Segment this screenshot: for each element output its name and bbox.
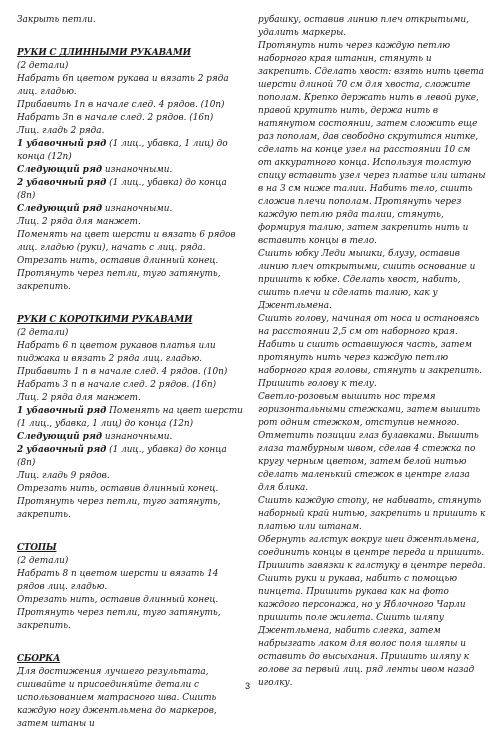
instruction-text: Лиц. 2 ряда для манжет. (17, 393, 141, 403)
instruction-text: Сшить руки и рукава, набить с помощью пинцета. Пришить рукава как на фото каждого персонажа, но у Яблочного Чарли пришить поле жилета. Сшить шляпу Джентльмена, набить слегка, затем набрызгать лаком для волос поля шляпы и оставить до высыхания. Пришить шляпу к голове за первый лиц. ряд ленты ивом назад иголку. (258, 574, 475, 688)
row-text: (1 лиц., убавка) до конца (8п) (17, 445, 227, 468)
instruction-text: Набрать 3п в начале след. 2 рядов. (16п) (17, 113, 214, 123)
section-heading-short-sleeves: РУКИ С КОРОТКИМИ РУКАВАМИ (17, 315, 193, 325)
instruction-row (17, 138, 245, 164)
instruction-text: Для достижения лучшего результата, сшивайте и присоединяйте детали с использованием матрасного шва. Сшить каждую ногу джентльмена до маркеров, затем штаны и (17, 667, 217, 729)
row-label: 1 убавочный ряд (17, 406, 107, 416)
instruction-text: Прибавить 1 п в начале след. 4 рядов. (10п) (17, 367, 228, 377)
instruction-text: Отметить позиции глаз булавками. Вышить глаза тамбурным швом, сделав 4 стежка по кругу черным цветом, затем белой нитью сделать маленький стежок в центре глаза для блика. (258, 431, 479, 493)
row-label: 2 убавочный ряд (17, 445, 107, 455)
instruction-text: Лиц. гладь 9 рядов. (17, 471, 110, 481)
instruction-text: Сшить голову, начиная от носа и остановясь на расстоянии 2,5 см от наборного края. Набить и сшить оставшуюся часть, затем протянуть нить через каждую петлю наборного края головы, стянуть и закрепить. Пришить голову к телу. (258, 314, 482, 389)
section-heading-feet: СТОПЫ (17, 543, 57, 553)
instruction-text: Сшить каждую стопу, не набивать, стянуть наборный край нитью, закрепить и пришить к платью или штанам. (258, 496, 486, 532)
instruction-text: Сшить юбку Леди мышки, блузу, оставив линию плеч открытыми, сшить основание и пришить к юбке. Сделать хвост, набить, сшить плечи и сделать талию, как у Джентльмена. (258, 249, 476, 311)
instruction-text: Отрезать нить, оставив длинный конец. Протянуть через петли, туго затянуть, закрепить. (17, 595, 221, 631)
instruction-text: Набрать 8 п цветом шерсти и вязать 14 рядов лиц. гладью. (17, 569, 219, 592)
row-label: Следующий ряд (17, 204, 103, 214)
section-heading-assembly: СБОРКА (17, 654, 61, 664)
instruction-row (17, 164, 245, 177)
row-text: Поменять на цвет шерсти (1 лиц., убавка, 1 лиц) до конца (12п) (17, 406, 243, 429)
instruction-text: Обернуть галстук вокруг шеи джентльмена, соединить концы в центре переда и пришить. Пришить завязки к галстуку в центре переда. (258, 535, 486, 571)
left-column (17, 14, 245, 731)
intro-text: Закрыть петли. (17, 15, 96, 25)
section-subtitle: (2 детали) (17, 61, 69, 71)
instruction-text: Набрать 6п цветом рукава и вязать 2 ряда лиц. гладью. (17, 74, 229, 97)
instruction-text: Отрезать нить, оставив длинный конец. Протянуть через петли, туго затянуть, закрепить. (17, 256, 221, 292)
instruction-text: Отрезать нить, оставив длинный конец. Протянуть через петли, туго затянуть, закрепить. (17, 484, 221, 520)
instruction-row (17, 405, 245, 431)
row-label: Следующий ряд (17, 432, 103, 442)
section-subtitle: (2 детали) (17, 556, 69, 566)
instruction-row (17, 177, 245, 203)
row-text: изнаночными. (102, 204, 173, 214)
row-label: 2 убавочный ряд (17, 178, 107, 188)
instruction-text: Поменять на цвет шерсти и вязать 6 рядов лиц. гладью (руки), начать с лиц. ряда. (17, 230, 236, 253)
instruction-row (17, 203, 245, 216)
instruction-text: рубашку, оставив линию плеч открытыми, удалить маркеры. (258, 15, 469, 38)
row-text: изнаночными. (102, 432, 173, 442)
instruction-row (17, 431, 245, 444)
instruction-row (17, 444, 245, 470)
section-subtitle: (2 детали) (17, 328, 69, 338)
instruction-text: Набрать 6 п цветом рукавов платья или пиджака и вязать 2 ряда лиц. гладью. (17, 341, 216, 364)
row-label: Следующий ряд (17, 165, 103, 175)
instruction-text: Светло-розовым вышить нос тремя горизонтальными стежками, затем вышить рот одним стежком, отступив немного. (258, 392, 481, 428)
instruction-text: Прибавить 1п в начале след. 4 рядов. (10п) (17, 100, 225, 110)
row-text: (1 лиц., убавка) до конца (8п) (17, 178, 227, 201)
instruction-text: Лиц. 2 ряда для манжет. (17, 217, 141, 227)
instruction-text: Набрать 3 п в начале след. 2 рядов. (16п) (17, 380, 217, 390)
row-label: 1 убавочный ряд (17, 139, 107, 149)
instruction-text: Лиц. гладь 2 ряда. (17, 126, 105, 136)
page-number: 3 (244, 681, 250, 691)
row-text: изнаночными. (102, 165, 173, 175)
right-column (258, 14, 486, 690)
section-heading-long-sleeves: РУКИ С ДЛИННЫМИ РУКАВАМИ (17, 48, 191, 58)
row-text: (1 лиц., убавка, 1 лиц) до конца (12п) (17, 139, 228, 162)
instruction-text: Протянуть нить через каждую петлю наборного края штанин, стянуть и закрепить. Сделать хвост: взять нить цвета шерсти длиной 70 см для хвоста, сложите пополам. Крепко держать нить в левой руке, правой крутить нить, держа нить в натянутом состоянии, затем сложить еще раз пополам, дав свободно скрутится нитке, сделать на конце узел на расстоянии 10 см от аккуратного конца. Используя толстую спицу вставить узел через платье или штаны в на 3 см ниже талии. Набить тело, сшить сложив плечи пополам. Протянуть через каждую петлю ряда талии, стянуть, формируя талию, затем закрепить нить и вставить концы в тело. (258, 41, 486, 246)
